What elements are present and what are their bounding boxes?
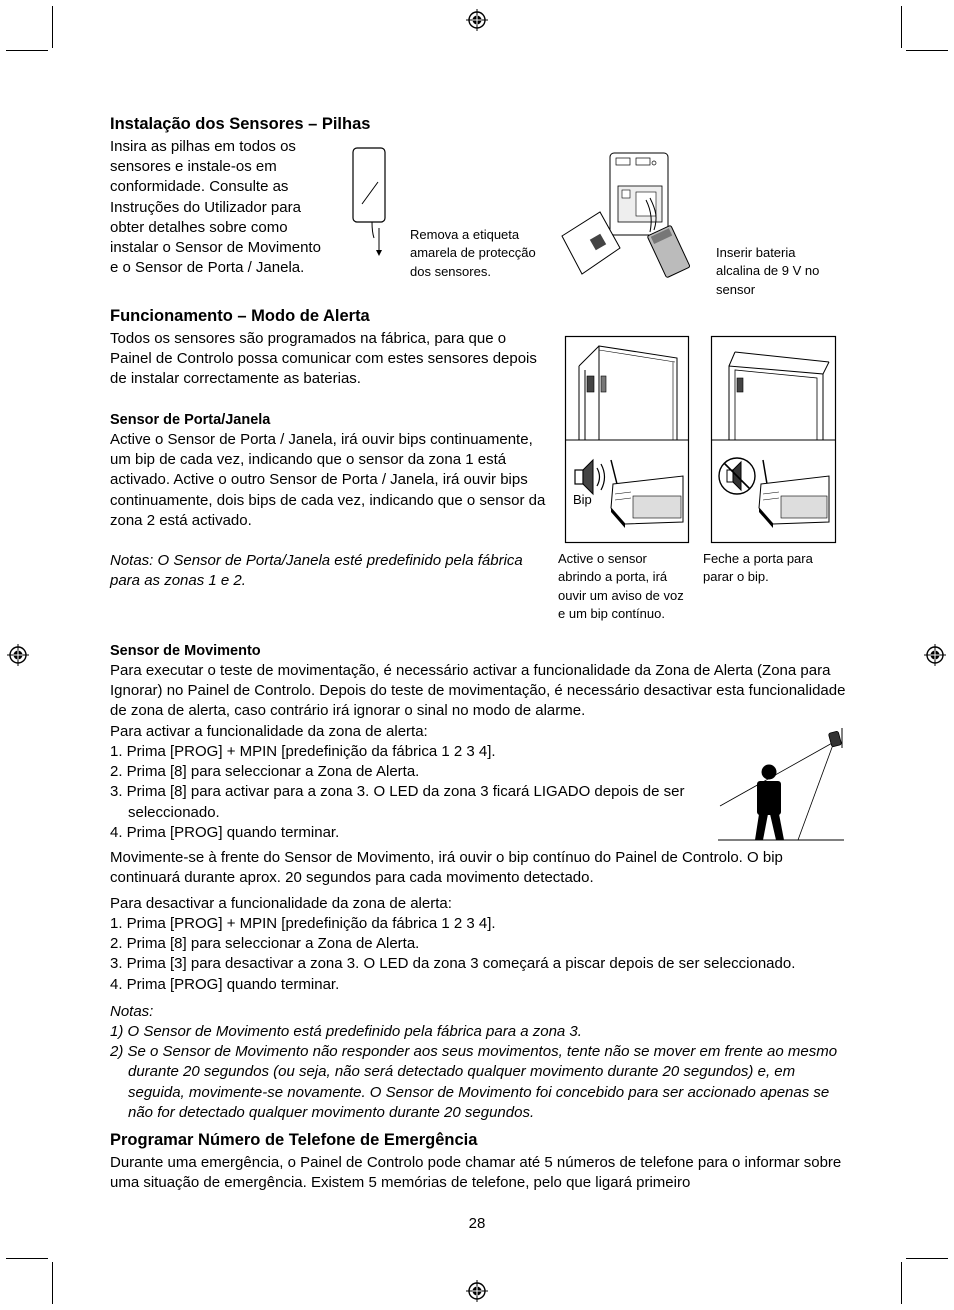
activate-step: 4. Prima [PROG] quando terminar. — [110, 823, 340, 841]
activate-step: 2. Prima [8] para seleccionar a Zona de Alerta. — [110, 763, 420, 781]
caption-remove-label: Remova a etiqueta amarela de protecção dos sensores. — [410, 227, 536, 279]
motion-sensor-title: Sensor de Movimento — [110, 643, 261, 659]
battery-insert-illustration — [558, 150, 698, 282]
door-open-beep-illustration — [565, 336, 690, 544]
activate-step: 1. Prima [PROG] + MPIN [predefinição da fábrica 1 2 3 4]. — [110, 743, 496, 760]
caption-insert-battery: Inserir bateria alcalina de 9 V no sensor — [716, 245, 820, 297]
alerta-text: Todos os sensores são programados na fábrica, para que o Painel de Controlo possa comunicar com estes sensores depois de instalar correctamente as baterias. — [110, 330, 537, 388]
motion-test-text: Movimente-se à frente do Sensor de Movimento, irá ouvir o bip contínuo do Painel de Controlo. O bip continuará durante aprox. 20 segundos para cada movimento detectado. — [110, 849, 783, 887]
activate-step: 3. Prima [8] para activar para a zona 3. O LED da zona 3 ficará LIGADO depois de ser seleccionado. — [110, 783, 685, 821]
deactivate-step: 4. Prima [PROG] quando terminar. — [110, 975, 340, 993]
notes-title: Notas: — [110, 1003, 154, 1020]
sensor-label-illustration — [348, 146, 392, 258]
registration-mark-icon — [7, 644, 29, 666]
crop-mark — [906, 1258, 948, 1259]
registration-mark-icon — [466, 9, 488, 31]
bip-label: Bip — [573, 492, 592, 507]
caption-door-open: Active o sensor abrindo a porta, irá ouvir um aviso de voz e um bip contínuo. — [558, 551, 684, 622]
motion-detection-illustration — [716, 726, 846, 844]
notes-list — [110, 1022, 850, 1123]
registration-mark-icon — [466, 1280, 488, 1302]
crop-mark — [901, 1262, 902, 1304]
section-title-telefone: Programar Número de Telefone de Emergência — [110, 1131, 478, 1149]
crop-mark — [901, 6, 902, 48]
crop-mark — [6, 50, 48, 51]
door-sensor-note: Notas: O Sensor de Porta/Janela esté predefinido pela fábrica para as zonas 1 e 2. — [110, 552, 523, 590]
door-sensor-text: Active o Sensor de Porta / Janela, irá ouvir bips continuamente, um bip de cada vez, indicando que o sensor da zona 1 está activado. Active o outro Sensor de Porta / Janela, irá ouvir bips continuamente, dois bips de cada vez, indicando que o sensor da zona 2 está activado. — [110, 431, 546, 529]
crop-mark — [52, 6, 53, 48]
crop-mark — [906, 50, 948, 51]
pilhas-text: Insira as pilhas em todos os sensores e instale-os em conformidade. Consulte as Instruções do Utilizador para obter detalhes sobre como instalar o Sensor de Movimento e o Sensor de Porta / Janela. — [110, 138, 321, 277]
deactivate-steps — [110, 914, 850, 995]
note-item: 2) Se o Sensor de Movimento não responder aos seus movimentos, tente não se mover em frente ao mesmo durante 20 segundos (ou seja, não será detectado qualquer movimento durante 20 segundos) e, em seguida, movimente-se novamente. O Sensor de Movimento foi concebido para ser accionado apenas se não for detectado qualquer movimento durante 20 segundos. — [110, 1043, 838, 1121]
deactivate-step: 1. Prima [PROG] + MPIN [predefinição da fábrica 1 2 3 4]. — [110, 915, 496, 932]
motion-intro: Para executar o teste de movimentação, é necessário activar a funcionalidade da Zona de Alerta (Zona para Ignorar) no Painel de Controlo. Depois do teste de movimentação, é necessário desactivar esta funcionalidade de zona de alerta, caso contrário irá ignorar o sinal no modo de alarme. — [110, 662, 846, 720]
registration-mark-icon — [924, 644, 946, 666]
page-number: 28 — [468, 1215, 486, 1232]
deactivate-step: 2. Prima [8] para seleccionar a Zona de Alerta. — [110, 935, 420, 953]
deactivate-step: 3. Prima [3] para desactivar a zona 3. O LED da zona 3 começará a piscar depois de ser seleccionado. — [110, 955, 796, 973]
note-item: 1) O Sensor de Movimento está predefinido pela fábrica para a zona 3. — [110, 1023, 582, 1040]
activate-lead: Para activar a funcionalidade da zona de alerta: — [110, 723, 428, 740]
section-title-alerta: Funcionamento – Modo de Alerta — [110, 307, 370, 325]
crop-mark — [6, 1258, 48, 1259]
crop-mark — [52, 1262, 53, 1304]
section-title-pilhas: Instalação dos Sensores – Pilhas — [110, 115, 371, 133]
door-sensor-title: Sensor de Porta/Janela — [110, 412, 271, 428]
deactivate-lead: Para desactivar a funcionalidade da zona de alerta: — [110, 895, 452, 912]
activate-steps — [110, 742, 690, 843]
caption-door-close: Feche a porta para parar o bip. — [703, 551, 813, 585]
telefone-text: Durante uma emergência, o Painel de Controlo pode chamar até 5 números de telefone para o informar sobre uma situação de emergência. Existem 5 memórias de telefone, pelo que ligará primeiro — [110, 1154, 842, 1192]
door-closed-mute-illustration — [711, 336, 837, 544]
